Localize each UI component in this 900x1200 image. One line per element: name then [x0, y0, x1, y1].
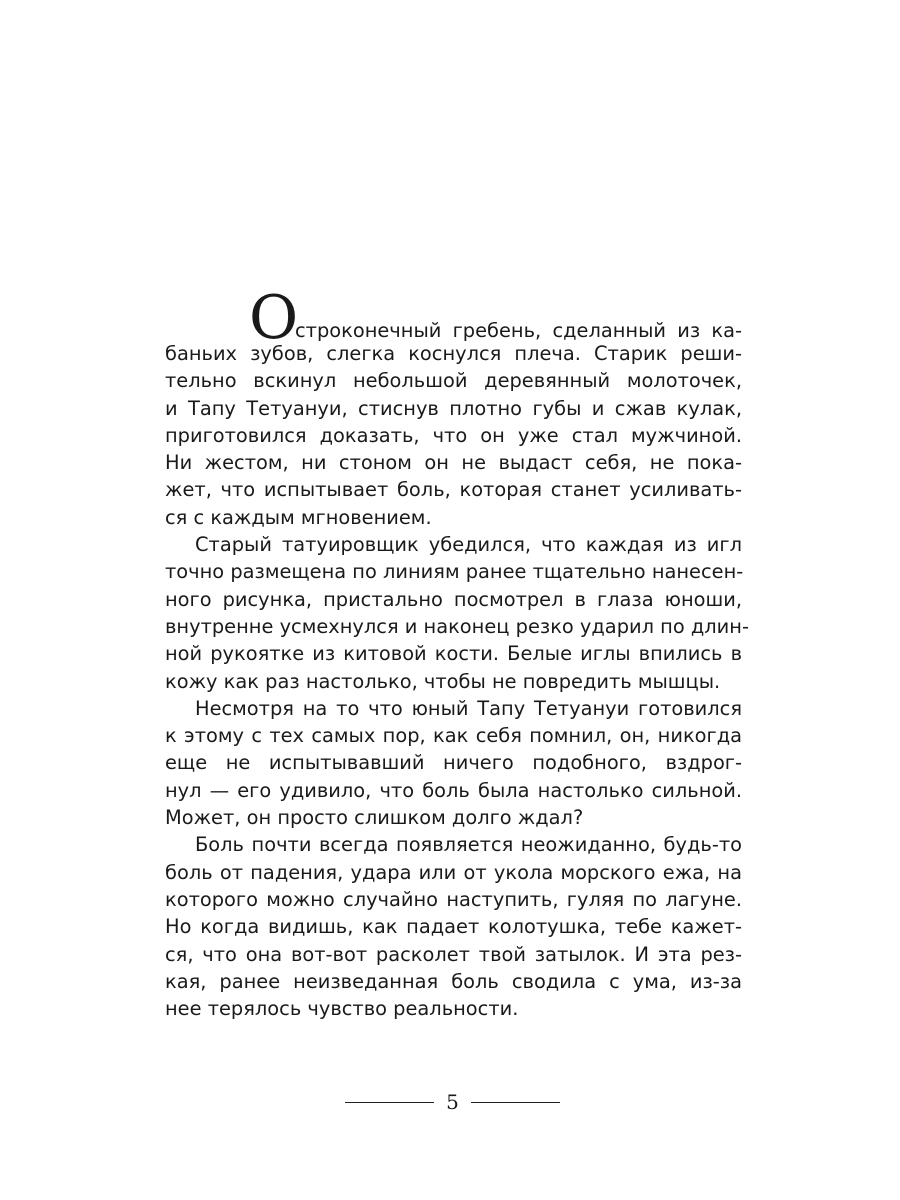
- page-number: 5: [446, 1090, 459, 1114]
- drop-cap: О: [249, 283, 299, 353]
- text-line: приготовился доказать, что он уже стал мужчиной.: [165, 423, 742, 447]
- text-line: точно размещена по линиям ранее тщательно нанесен-: [165, 560, 744, 584]
- text-line: нее терялось чувство реальности.: [165, 997, 519, 1021]
- text-line: внутренне усмехнулся и наконец резко ударил по длин-: [165, 614, 749, 638]
- page-folio: [345, 1088, 560, 1116]
- text-line: баньих зубов, слегка коснулся плеча. Старик реши-: [165, 342, 742, 365]
- text-line: Но когда видишь, как падает колотушка, тебе кажет-: [165, 915, 742, 939]
- text-line: ной рукоятке из китовой кости. Белые иглы впились в: [165, 642, 742, 666]
- text-line: Несмотря на то что юный Тапу Тетуануи готовился: [195, 696, 742, 720]
- text-line: кожу как раз настолько, чтобы не повредить мышцы.: [165, 669, 721, 693]
- text-line: Может, он просто слишком долго ждал?: [165, 806, 584, 830]
- text-line: жет, что испытывает боль, которая станет усиливать-: [165, 478, 742, 502]
- opening-line: [165, 283, 742, 353]
- text-line: кая, ранее неизведанная боль сводила с ума, из-за: [165, 969, 742, 993]
- text-line: тельно вскинул небольшой деревянный молоточек,: [165, 369, 742, 393]
- text-line: Ни жестом, ни стоном он не выдаст себя, не пока-: [165, 451, 742, 475]
- text-line: ного рисунка, пристально посмотрел в глаза юноши,: [165, 587, 742, 611]
- text-line: Старый татуировщик убедился, что каждая из игл: [195, 533, 742, 557]
- text-line: боль от падения, удара или от укола морского ежа, на: [165, 860, 742, 884]
- text-line: и Тапу Тетуануи, стиснув плотно губы и сжав кулак,: [165, 396, 742, 420]
- folio-rule-left: [345, 1102, 434, 1103]
- text-line: ся с каждым мгновением.: [165, 505, 432, 529]
- folio-rule-right: [471, 1102, 560, 1103]
- text-line: нул — его удивило, что боль была настолько сильной.: [165, 778, 742, 802]
- body-text: [165, 283, 749, 1022]
- text-line: к этому с тех самых пор, как себя помнил, он, никогда: [165, 724, 742, 748]
- text-line: еще не испытывавший ничего подобного, вздрог-: [165, 751, 742, 775]
- text-line: которого можно случайно наступить, гуляя по лагуне.: [165, 887, 742, 911]
- text-line: ся, что она вот-вот расколет твой затылок. И эта рез-: [165, 942, 742, 966]
- text-line: строконечный гребень, сделанный из ка-: [295, 318, 742, 342]
- text-line: Боль почти всегда появляется неожиданно, будь-то: [195, 833, 742, 857]
